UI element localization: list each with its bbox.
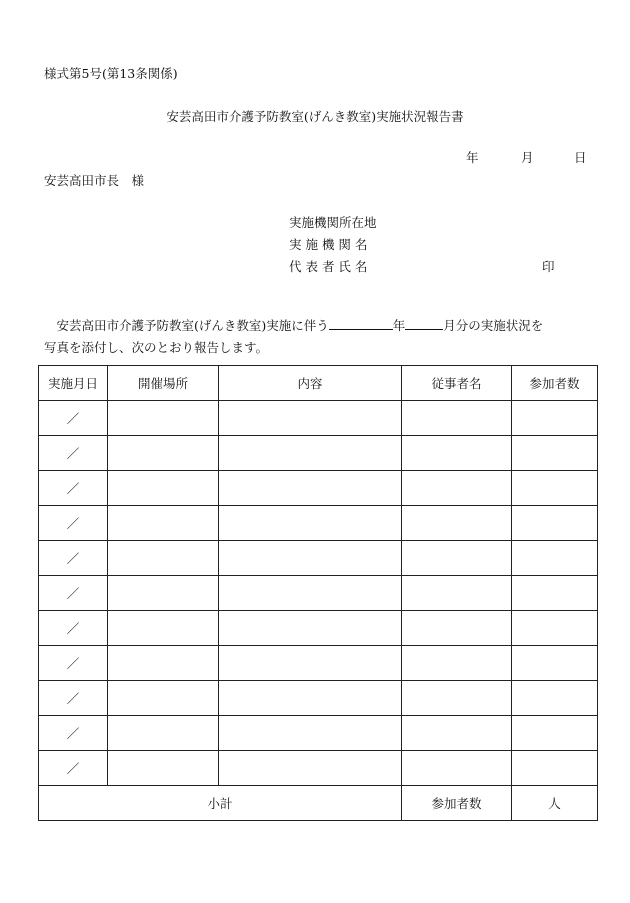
content-cell[interactable] <box>219 576 402 611</box>
participants-cell[interactable] <box>512 646 598 681</box>
content-cell[interactable] <box>219 681 402 716</box>
participants-cell[interactable] <box>512 471 598 506</box>
date-cell[interactable]: ／ <box>39 471 108 506</box>
venue-cell[interactable] <box>108 471 219 506</box>
venue-cell[interactable] <box>108 401 219 436</box>
staff-cell[interactable] <box>402 611 512 646</box>
staff-cell[interactable] <box>402 576 512 611</box>
header-staff: 従事者名 <box>402 366 512 401</box>
date-cell[interactable]: ／ <box>39 401 108 436</box>
staff-cell[interactable] <box>402 401 512 436</box>
header-content: 内容 <box>219 366 402 401</box>
table-header-row <box>39 366 598 401</box>
content-cell[interactable] <box>219 611 402 646</box>
date-year-label: 年 <box>466 150 479 165</box>
staff-cell[interactable] <box>402 541 512 576</box>
participants-cell[interactable] <box>512 681 598 716</box>
table-row <box>39 681 598 716</box>
participants-cell[interactable] <box>512 751 598 786</box>
content-cell[interactable] <box>219 401 402 436</box>
table-row <box>39 541 598 576</box>
venue-cell[interactable] <box>108 436 219 471</box>
form-number: 様式第5号(第13条関係) <box>44 66 178 81</box>
participants-cell[interactable] <box>512 401 598 436</box>
statement-part1: 安芸高田市介護予防教室(げんき教室)実施に伴う <box>44 318 329 333</box>
addressee: 安芸高田市長 様 <box>44 173 145 188</box>
statement-year-label: 年 <box>392 318 406 333</box>
venue-cell[interactable] <box>108 681 219 716</box>
content-cell[interactable] <box>219 436 402 471</box>
venue-cell[interactable] <box>108 611 219 646</box>
venue-cell[interactable] <box>108 646 219 681</box>
staff-cell[interactable] <box>402 646 512 681</box>
representative-label: 代 表 者 氏 名 <box>289 259 368 274</box>
subtotal-row <box>39 786 598 821</box>
date-cell[interactable]: ／ <box>39 611 108 646</box>
year-blank[interactable] <box>329 318 393 330</box>
participants-cell[interactable] <box>512 576 598 611</box>
header-venue: 開催場所 <box>108 366 219 401</box>
seal-mark: 印 <box>542 259 555 274</box>
table-body <box>39 401 598 786</box>
venue-cell[interactable] <box>108 506 219 541</box>
date-cell[interactable]: ／ <box>39 681 108 716</box>
report-statement <box>44 315 604 359</box>
date-cell[interactable]: ／ <box>39 436 108 471</box>
date-cell[interactable]: ／ <box>39 751 108 786</box>
table-row <box>39 506 598 541</box>
table-row <box>39 401 598 436</box>
staff-cell[interactable] <box>402 506 512 541</box>
participants-cell[interactable] <box>512 611 598 646</box>
table-row <box>39 751 598 786</box>
staff-cell[interactable] <box>402 716 512 751</box>
subtotal-label: 小計 <box>39 786 402 821</box>
header-date: 実施月日 <box>39 366 108 401</box>
content-cell[interactable] <box>219 751 402 786</box>
staff-cell[interactable] <box>402 681 512 716</box>
date-cell[interactable]: ／ <box>39 576 108 611</box>
table-row <box>39 611 598 646</box>
statement-part2: 月分の実施状況を <box>443 318 544 333</box>
table-row <box>39 646 598 681</box>
table-row <box>39 436 598 471</box>
staff-cell[interactable] <box>402 471 512 506</box>
venue-cell[interactable] <box>108 716 219 751</box>
location-label: 実施機関所在地 <box>289 215 377 230</box>
table-row <box>39 471 598 506</box>
table-row <box>39 576 598 611</box>
venue-cell[interactable] <box>108 576 219 611</box>
date-month-label: 月 <box>521 150 534 165</box>
content-cell[interactable] <box>219 506 402 541</box>
content-cell[interactable] <box>219 646 402 681</box>
subtotal-unit[interactable]: 人 <box>512 786 598 821</box>
table-row <box>39 716 598 751</box>
content-cell[interactable] <box>219 716 402 751</box>
subtotal-participants-label: 参加者数 <box>402 786 512 821</box>
report-table <box>38 365 598 821</box>
participants-cell[interactable] <box>512 716 598 751</box>
date-cell[interactable]: ／ <box>39 541 108 576</box>
document-title: 安芸高田市介護予防教室(げんき教室)実施状況報告書 <box>166 109 464 124</box>
month-blank[interactable] <box>405 318 443 330</box>
participants-cell[interactable] <box>512 436 598 471</box>
content-cell[interactable] <box>219 541 402 576</box>
staff-cell[interactable] <box>402 436 512 471</box>
statement-line2: 写真を添付し、次のとおり報告します。 <box>44 340 269 355</box>
date-day-label: 日 <box>574 150 587 165</box>
participants-cell[interactable] <box>512 541 598 576</box>
venue-cell[interactable] <box>108 751 219 786</box>
date-cell[interactable]: ／ <box>39 716 108 751</box>
org-name-label: 実 施 機 関 名 <box>289 237 368 252</box>
participants-cell[interactable] <box>512 506 598 541</box>
content-cell[interactable] <box>219 471 402 506</box>
venue-cell[interactable] <box>108 541 219 576</box>
date-cell[interactable]: ／ <box>39 506 108 541</box>
staff-cell[interactable] <box>402 751 512 786</box>
header-participants: 参加者数 <box>512 366 598 401</box>
date-cell[interactable]: ／ <box>39 646 108 681</box>
